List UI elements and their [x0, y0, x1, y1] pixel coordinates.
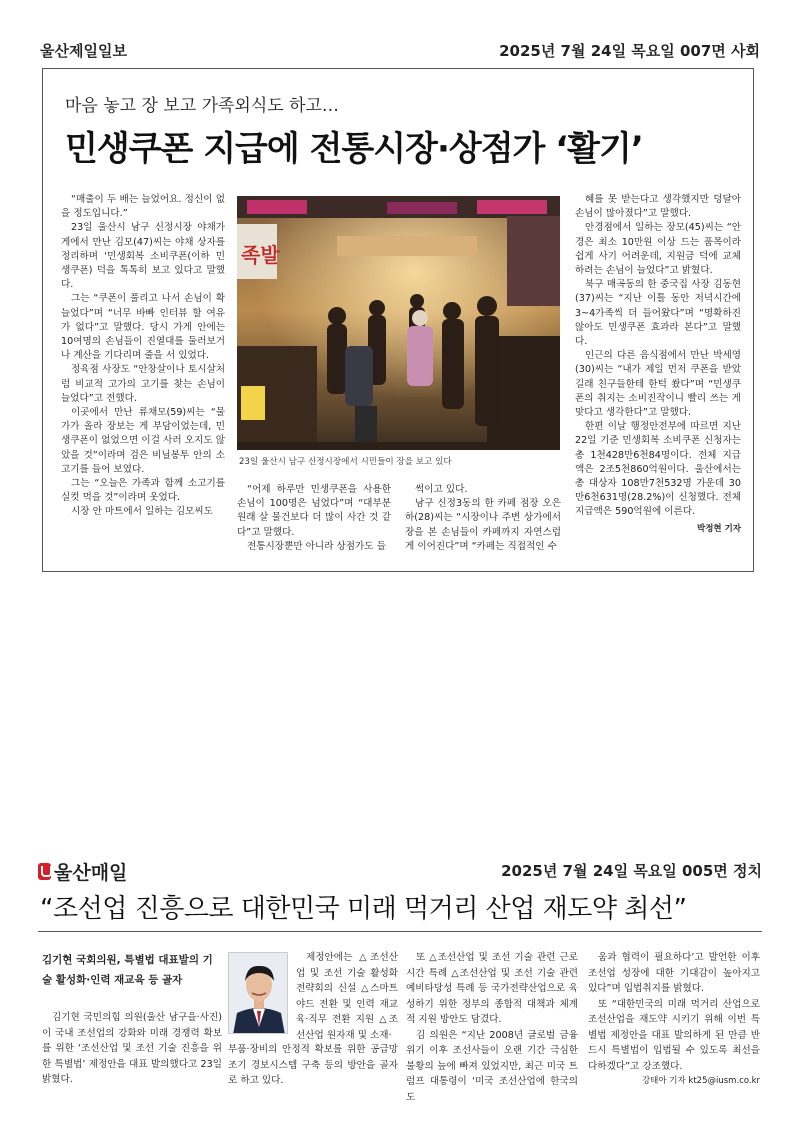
paragraph: 김 의원은 “지난 2008년 글로벌 금융위기 이후 조선사들이 오랜 기간 극심한 불황의 늪에 빠져 있었지만, 최근 미국 트럼프 대통령이 ‘미국 조선산업에 한국의 도 [406, 1029, 578, 1103]
photo-caption: 23일 울산시 남구 신정시장에서 시민들이 장을 보고 있다 [239, 457, 452, 467]
paragraph: 또 △조선산업 및 조선 기술 관련 근로시간 특례 △조선산업 및 조선 기술 관련 예비타당성 특례 등 국가전략산업으로 육성하기 위한 정부의 종합적 대책과 체계적 지원 방안도 담겼다. [406, 952, 578, 1025]
paragraph: 정육점 사장도 “안창살이나 토시살처럼 비교적 고가의 고기를 찾는 손님이 늘었다”고 전했다. [61, 364, 225, 404]
paragraph: 또 “대한민국의 미래 먹거리 산업으로 조선산업을 재도약 시키기 위해 이번 특별법 제정안을 대표 발의하게 된 만큼 반드시 특별법이 입법될 수 있도록 최선을 다하겠다”고 강조했다. [588, 998, 760, 1072]
newspaper-name: 울산제일일보 [40, 42, 127, 60]
byline: 강태아 기자 kt25@iusm.co.kr [641, 1076, 760, 1086]
article-column-1 [42, 1010, 222, 1088]
paragraph: 북구 매곡동의 한 중국집 사장 김동현(37)씨는 “지난 이틀 동안 저녁시간에 3~4가족씩 더 들어왔다”며 “명확하진 않아도 민생쿠폰 효과라 본다”고 말했다. [575, 279, 741, 348]
headline: 민생쿠폰 지급에 전통시장·상점가 ‘활기’ [65, 129, 643, 169]
divider [38, 931, 762, 932]
paragraph: 혜를 못 받는다고 생각했지만 덩달아 손님이 많아졌다”고 말했다. [575, 194, 741, 220]
paragraph: 인근의 다른 음식점에서 만난 박세영(30)씨는 “내가 제일 먼저 쿠폰을 받았길래 친구들한테 한턱 쐈다”며 “민생쿠폰의 취지는 소비진작이니 빨리 쓰는 게 맞다고 생각한다”고 말했다. [575, 350, 741, 419]
byline: 박정현 기자 [696, 523, 741, 534]
paragraph: 전통시장뿐만 아니라 상점가도 들 [247, 540, 386, 552]
paragraph: 안경점에서 일하는 장모(45)씨는 “안경은 최소 10만원 이상 드는 품목이라 쉽게 사기 어려운데, 지원금 덕에 교체하려는 손님이 늘었다”고 밝혔다. [575, 222, 741, 277]
paragraph: 남구 신정3동의 한 카페 점장 오은하(28)씨는 “시장이나 주변 상가에서 장을 본 손님들이 카페까지 자연스럽게 이어진다”며 “카페는 직접적인 수 [405, 498, 561, 552]
paragraph: 제정안에는 △조선산업 및 조선 기술 활성화 전략회의 신설 △스마트 야드 전환 및 인력 재교육·직무 전환 지원 △조선산업 원자재 및 소재· [296, 952, 398, 1041]
article-column-3 [405, 483, 561, 554]
paragraph: 23일 울산시 남구 신정시장 야채가게에서 만난 김모(47)씨는 야채 상자를 정리하며 ‘민생회복 소비쿠폰(이하 민생쿠폰) 덕을 톡톡히 보고 있다고 말했다. [61, 222, 225, 291]
newspaper-logo [38, 858, 127, 885]
ulsan-maeil-logo-icon [38, 863, 51, 880]
market-photo [237, 196, 560, 450]
subheadline: 김기현 국회의원, 특별법 대표발의 기술 활성화·인력 재교육 등 골자 [42, 954, 213, 986]
paragraph: “매출이 두 배는 늘었어요. 정신이 없을 정도입니다.” [61, 194, 225, 220]
article-column-4 [588, 950, 760, 1090]
jokbal-sign-text: 족발 [241, 243, 280, 267]
newspaper-name: 울산매일 [54, 862, 128, 884]
paragraph: 이곳에서 만난 류채모(59)씨는 “물가가 올라 장보는 게 부담이었는데, 민생쿠폰이 없었으면 이걸 사러 오지도 않았을 것”이라며 검은 비닐봉투 안의 소고기를 들어 보였다. [61, 407, 225, 475]
headline: “조선업 진흥으로 대한민국 미래 먹거리 산업 재도약 최선” [40, 894, 687, 924]
paragraph: 그는 “쿠폰이 풀리고 나서 손님이 확 늘었다”며 “너무 바빠 인터뷰 할 여유가 없다”고 말했다. 당시 가게 안에는 10여명의 손님들이 진열대를 둘러보거나 계산을 기다리며 줄을 서 있었다. [61, 293, 225, 362]
paragraph: 한편 이날 행정안전부에 따르면 지난 22일 기준 민생회복 소비쿠폰 신청자는 총 1천428만6천84명이다. 전체 지급액은 2조5천860억원이다. 울산에서는 총 대상자 108만7천532명 가운데 30만6천631명(28.2%)이 신청했다. 전체 지급액은 590억원에 이른다. [575, 421, 741, 518]
article-column-1 [61, 193, 225, 520]
article-column-2 [237, 483, 391, 554]
paragraph: “어제 하루만 민생쿠폰을 사용한 손님이 100명은 넘었다”며 “대부분 원래 살 물건보다 더 많이 사간 것 같다”고 말했다. [237, 484, 391, 538]
article-column-2-top [296, 950, 398, 1043]
paragraph: 그는 “오늘은 가족과 함께 소고기를 실컷 먹을 것”이라며 웃었다. [61, 478, 225, 504]
paragraph: 김기현 국민의힘 의원(울산 남구을·사진)이 국내 조선업의 강화와 미래 경쟁력 확보를 위한 ‘조선산업 및 조선 기술 진흥을 위한 특별법’ 제정안을 대표 발의했다고 23일 밝혔다. [42, 1012, 222, 1085]
kicker: 마음 놓고 장 보고 가족외식도 하고… [65, 96, 339, 116]
article-box [42, 68, 754, 572]
article-column-3 [406, 950, 578, 1105]
date-section-line: 2025년 7월 24일 목요일 007면 사회 [499, 42, 760, 60]
paragraph: 시장 안 마트에서 일하는 김모씨도 [71, 506, 213, 518]
paragraph: 썩이고 있다. [415, 484, 468, 495]
date-section-line: 2025년 7월 24일 목요일 005면 정치 [501, 862, 762, 880]
article-column-4 [575, 193, 741, 536]
portrait-photo [228, 952, 288, 1034]
paragraph: 움과 협력이 필요하다’고 발언한 이후 조선업 성장에 대한 기대감이 높아지고 있다”며 입법취지를 밝혔다. [588, 952, 760, 994]
article-column-2-bottom: 부품·장비의 안정적 확보를 위한 공급망 조기 경보시스템 구축 등의 방안을 골자로 하고 있다. [228, 1044, 398, 1086]
